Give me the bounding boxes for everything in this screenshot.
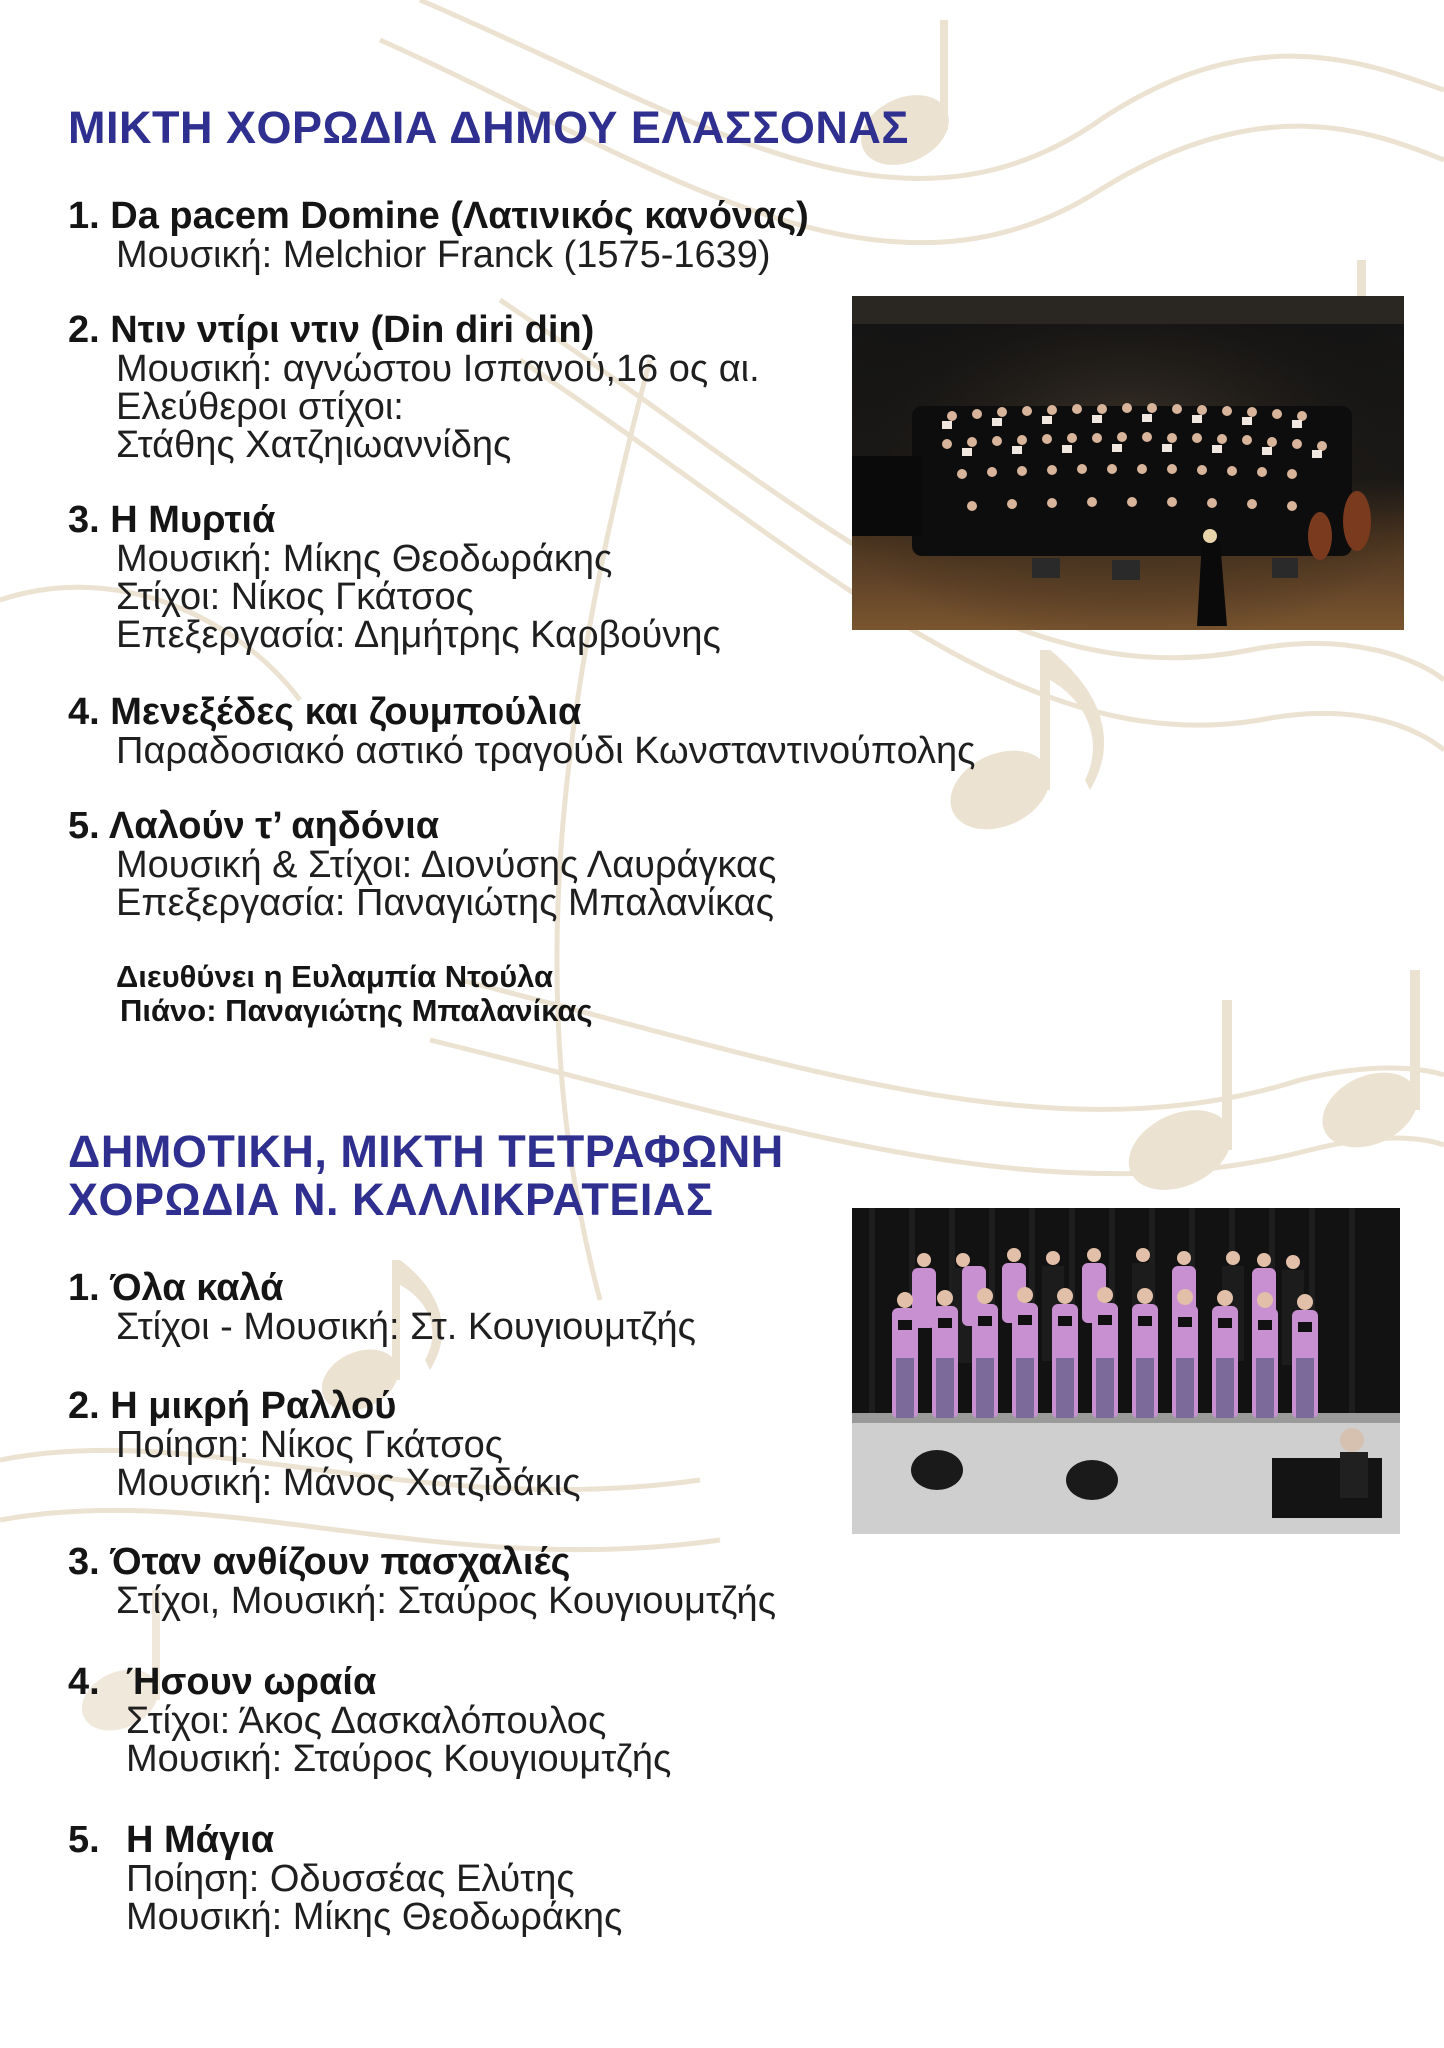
song-2-3: [68, 1542, 776, 1620]
song-1-1: [68, 196, 809, 274]
song-2-5: [68, 1820, 622, 1936]
song-title: Η Μυρτιά: [110, 499, 276, 541]
song-credit: Μουσική & Στίχοι: Διονύσης Λαυράγκας: [116, 844, 777, 886]
section-2-title-line-2: ΧΟΡΩΔΙΑ Ν. ΚΑΛΛΙΚΡΑΤΕΙΑΣ: [68, 1174, 714, 1225]
song-2-1: [68, 1268, 696, 1346]
section-2-title-line-1: ΔΗΜΟΤΙΚΗ, ΜΙΚΤΗ ΤΕΤΡΑΦΩΝΗ: [68, 1126, 784, 1177]
song-credit: Στίχοι - Μουσική: Στ. Κουγιουμτζής: [116, 1306, 696, 1348]
song-number: 3.: [68, 499, 100, 541]
song-title: Όταν ανθίζουν πασχαλιές: [110, 1541, 571, 1583]
song-number: 1.: [68, 1267, 100, 1309]
song-title: Όλα καλά: [110, 1267, 284, 1309]
song-credit: Ποίηση: Νίκος Γκάτσος: [116, 1424, 504, 1466]
song-number: 2.: [68, 309, 100, 351]
credits-block: [116, 960, 593, 1028]
song-1-3: [68, 500, 721, 654]
song-credit: Μουσική: Μάνος Χατζιδάκις: [116, 1462, 581, 1504]
song-credit: Παραδοσιακό αστικό τραγούδι Κωνσταντινούπολης: [116, 730, 976, 772]
song-title: Ντιν ντίρι ντιν (Din diri din): [110, 309, 595, 351]
song-title: Μενεξέδες και ζουμπούλια: [110, 691, 582, 733]
song-title: Da pacem Domine (Λατινικός κανόνας): [110, 195, 809, 237]
song-number: 5.: [68, 805, 100, 847]
song-credit: Μουσική: Μίκης Θεοδωράκης: [126, 1896, 623, 1938]
song-number: 1.: [68, 195, 100, 237]
song-number: 4.: [68, 691, 100, 733]
song-credit: Επεξεργασία: Δημήτρης Καρβούνης: [116, 614, 721, 656]
song-title: Ήσουν ωραία: [126, 1661, 377, 1703]
song-2-2: [68, 1386, 581, 1502]
song-number: 5.: [68, 1819, 100, 1861]
choir-photo-2: [852, 1208, 1400, 1534]
song-number: 3.: [68, 1541, 100, 1583]
song-1-5: [68, 806, 776, 922]
song-credit: Μουσική: Σταύρος Κουγιουμτζής: [126, 1738, 672, 1780]
song-2-4: [68, 1662, 671, 1778]
song-title: Η Μάγια: [126, 1819, 275, 1861]
song-credit: Ελεύθεροι στίχοι:: [116, 386, 404, 428]
song-credit: Μουσική: αγνώστου Ισπανού,16 ος αι.: [116, 348, 760, 390]
choir-photo-1: [852, 296, 1404, 630]
song-credit: Επεξεργασία: Παναγιώτης Μπαλανίκας: [116, 882, 774, 924]
song-credit: Μουσική: Μίκης Θεοδωράκης: [116, 538, 613, 580]
song-title: Λαλούν τ’ αηδόνια: [108, 805, 440, 847]
section-2-title: [68, 1128, 784, 1224]
song-1-2: [68, 310, 760, 464]
song-1-4: [68, 692, 976, 770]
song-credit: Μουσική: Melchior Franck (1575-1639): [116, 234, 771, 276]
song-title: Η μικρή Ραλλού: [110, 1385, 397, 1427]
song-credit: Ποίηση: Οδυσσέας Ελύτης: [126, 1858, 575, 1900]
song-credit: Στίχοι, Μουσική: Σταύρος Κουγιουμτζής: [116, 1580, 777, 1622]
song-credit: Στίχοι: Άκος Δασκαλόπουλος: [126, 1700, 607, 1742]
song-credit: Στίχοι: Νίκος Γκάτσος: [116, 576, 474, 618]
conductor-credit: Διευθύνει η Ευλαμπία Ντούλα: [116, 959, 554, 994]
song-number: 2.: [68, 1385, 100, 1427]
song-credit: Στάθης Χατζηιωαννίδης: [116, 424, 512, 466]
section-1-title: ΜΙΚΤΗ ΧΟΡΩΔΙΑ ΔΗΜΟΥ ΕΛΑΣΣΟΝΑΣ: [68, 102, 909, 153]
piano-credit: Πιάνο: Παναγιώτης Μπαλανίκας: [120, 993, 593, 1028]
song-number: 4.: [68, 1661, 100, 1703]
